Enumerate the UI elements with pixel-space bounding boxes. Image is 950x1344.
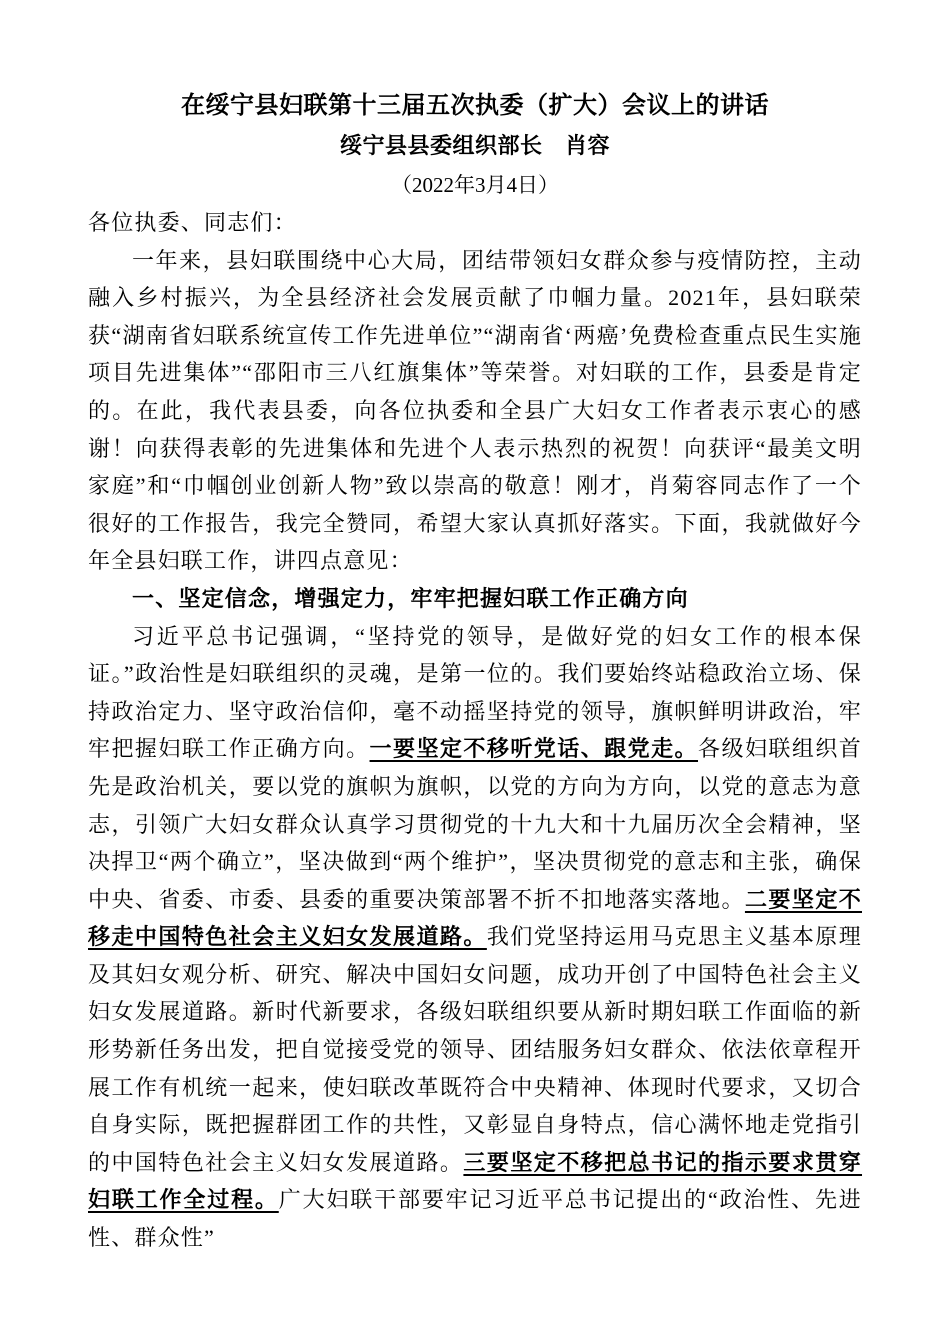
document-body (88, 204, 862, 1257)
text-run: 广大妇联干部要牢记习近平总书记提出的“政治性、先进性、群众性” (88, 1187, 862, 1251)
author-line: 绥宁县县委组织部长 肖容 (339, 133, 610, 158)
paragraph-heading (88, 580, 862, 618)
paragraph-salutation (88, 204, 862, 242)
text-run: 习近平总书记强调，“坚持党的领导，是做好党的妇女工作的根本保证。”政治性是妇联组织的灵魂，是第一位的。我们要始终站稳政治立场、保持政治定力、坚守政治信仰，毫不动摇坚持党的领导，旗帜鲜明讲政治，牢牢把握妇联工作正确方向。 (88, 623, 862, 762)
paragraph-body (88, 618, 862, 1257)
paragraph-body (88, 242, 862, 580)
text-run: 我们党坚持运用马克思主义基本原理及其妇女观分析、研究、解决中国妇女问题，成功开创了中国特色社会主义妇女发展道路。新时代新要求，各级妇联组织要从新时期妇联工作面临的新形势新任务出发，把自觉接受党的领导、团结服务妇女群众、依法依章程开展工作有机统一起来，使妇联改革既符合中央精神、体现时代要求，又切合自身实际，既把握群团工作的共性，又彰显自身特点，信心满怀地走党指引的中国特色社会主义妇女发展道路。 (88, 924, 862, 1175)
date-line: （2022年3月4日） (391, 173, 559, 197)
text-run: 各级妇联组织首先是政治机关，要以党的旗帜为旗帜，以党的方向为方向，以党的意志为意志，引领广大妇女群众认真学习贯彻党的十九大和十九届历次全会精神，坚决捍卫“两个确立”，坚决做到“两个维护”，坚决贯彻党的意志和主张，确保中央、省委、市委、县委的重要决策部署不折不扣地落实落地。 (88, 736, 862, 912)
text-run: 各位执委、同志们： (88, 210, 297, 235)
text-run: 一年来，县妇联围绕中心大局，团结带领妇女群众参与疫情防控，主动融入乡村振兴，为全县经济社会发展贡献了巾帼力量。2021年，县妇联荣获“湖南省妇联系统宣传工作先进单位”“湖南省‘两癌’免费检查重点民生实施项目先进集体”“邵阳市三八红旗集体”等荣誉。对妇联的工作，县委是肯定的。在此，我代表县委，向各位执委和全县广大妇女工作者表示衷心的感谢！向获得表彰的先进集体和先进个人表示热烈的祝贺！向获评“最美文明家庭”和“巾帼创业创新人物”致以崇高的敬意！刚才，肖菊容同志作了一个很好的工作报告，我完全赞同，希望大家认真抓好落实。下面，我就做好今年全县妇联工作，讲四点意见： (88, 247, 862, 574)
emphasis-run: 三要坚定不移把总书记的指示要求贯穿妇联工作全过程。 (88, 1149, 863, 1213)
emphasis-run: 二要坚定不移走中国特色社会主义妇女发展道路。 (88, 886, 862, 950)
document-title: 在绥宁县妇联第十三届五次执委（扩大）会议上的讲话 (181, 93, 769, 119)
emphasis-run: 一要坚定不移听党话、跟党走。 (369, 736, 699, 762)
emphasis-run: 一、坚定信念，增强定力，牢牢把握妇联工作正确方向 (132, 585, 689, 611)
